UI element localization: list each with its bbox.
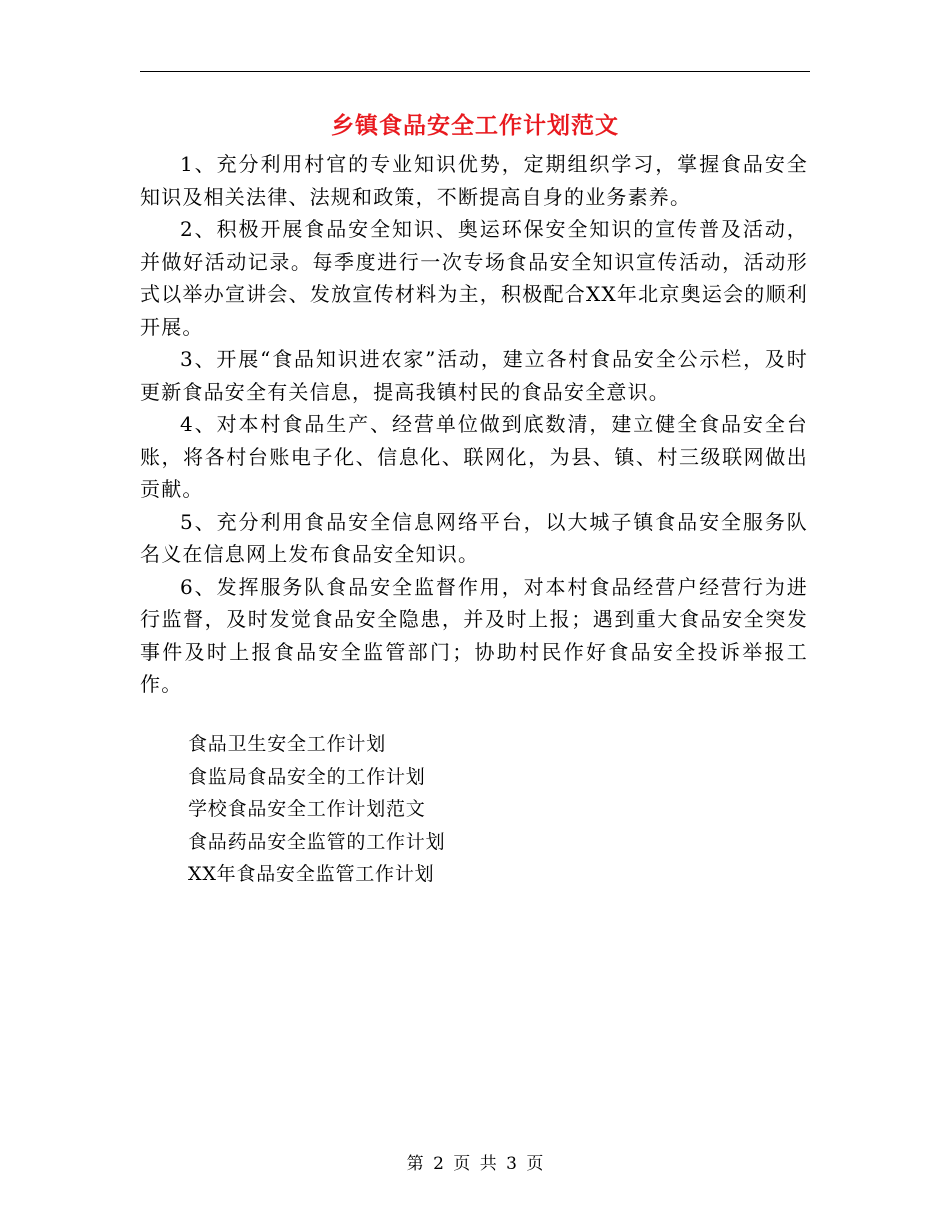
related-links-list: [188, 728, 788, 891]
page-number-footer: 第 2 页 共 3 页: [406, 1154, 544, 1174]
related-link-supervision-bureau-plan[interactable]: 食监局食品安全的工作计划: [188, 765, 426, 788]
header-rule: [140, 71, 810, 72]
related-link-food-hygiene-plan[interactable]: 食品卫生安全工作计划: [188, 733, 387, 755]
document-body: [140, 148, 808, 701]
paragraph-4: 4、对本村食品生产、经营单位做到底数清，建立健全食品安全台账，将各村台账电子化、信息化、联网化，为县、镇、村三级联网做出贡献。: [140, 412, 808, 501]
paragraph-6: 6、发挥服务队食品安全监督作用，对本村食品经营户经营行为进行监督，及时发觉食品安全隐患，并及时上报；遇到重大食品安全突发事件及时上报食品安全监管部门；协助村民作好食品安全投诉举报工作。: [140, 574, 808, 696]
paragraph-3: 3、开展“食品知识进农家”活动，建立各村食品安全公示栏，及时更新食品安全有关信息，提高我镇村民的食品安全意识。: [140, 347, 808, 404]
related-link-drug-supervision-plan[interactable]: 食品药品安全监管的工作计划: [188, 830, 446, 853]
related-link-school-food-safety-plan[interactable]: 学校食品安全工作计划范文: [188, 798, 426, 820]
paragraph-5: 5、充分利用食品安全信息网络平台，以大城子镇食品安全服务队名义在信息网上发布食品安全知识。: [140, 509, 808, 566]
document-title: 乡镇食品安全工作计划范文: [331, 112, 619, 139]
related-link-annual-supervision-plan[interactable]: XX年食品安全监管工作计划: [188, 863, 435, 885]
paragraph-2: 2、积极开展食品安全知识、奥运环保安全知识的宣传普及活动，并做好活动记录。每季度进行一次专场食品安全知识宣传活动，活动形式以举办宣讲会、发放宣传材料为主，积极配合XX年北京奥运会的顺利开展。: [140, 217, 808, 339]
paragraph-1: 1、充分利用村官的专业知识优势，定期组织学习，掌握食品安全知识及相关法律、法规和政策，不断提高自身的业务素养。: [140, 152, 808, 209]
